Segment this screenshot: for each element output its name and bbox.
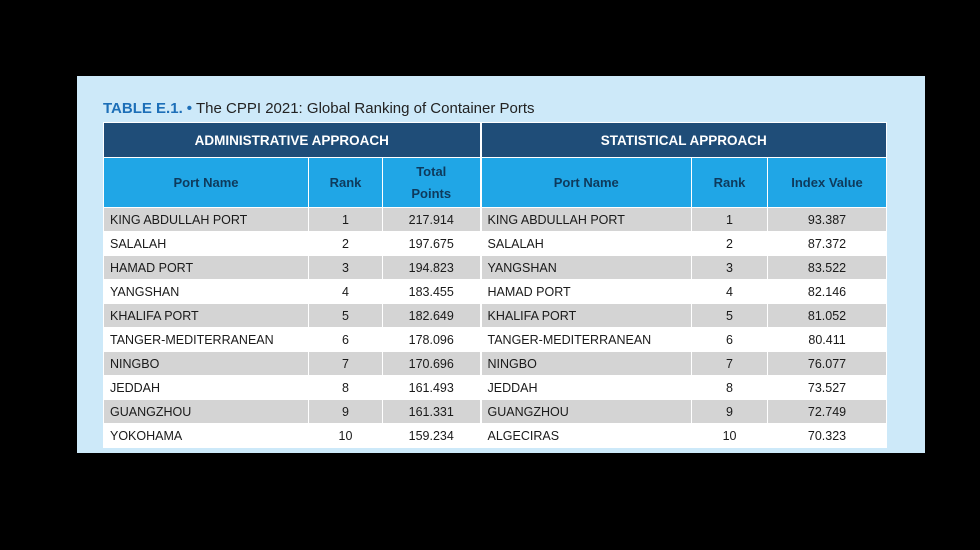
table-caption-lead: TABLE E.1. — [103, 100, 183, 117]
total-points-cell: 183.455 — [383, 280, 481, 304]
index-value-cell: 93.387 — [768, 208, 887, 232]
admin-rank-cell: 8 — [309, 376, 383, 400]
total-points-cell: 170.696 — [383, 352, 481, 376]
stat-rank-cell: 2 — [692, 232, 768, 256]
stat-rank-cell: 9 — [692, 400, 768, 424]
admin-rank-cell: 6 — [309, 328, 383, 352]
admin-port-name-cell: HAMAD PORT — [104, 256, 309, 280]
table-row — [104, 328, 887, 352]
admin-port-name-cell: YOKOHAMA — [104, 424, 309, 448]
total-points-cell: 217.914 — [383, 208, 481, 232]
admin-rank-cell: 10 — [309, 424, 383, 448]
index-value-cell: 82.146 — [768, 280, 887, 304]
stat-rank-cell: 6 — [692, 328, 768, 352]
admin-port-name-cell: TANGER-MEDITERRANEAN — [104, 328, 309, 352]
table-row — [104, 352, 887, 376]
total-points-cell: 182.649 — [383, 304, 481, 328]
stat-port-name-cell: SALALAH — [481, 232, 692, 256]
stat-rank-cell: 5 — [692, 304, 768, 328]
admin-port-name-cell: GUANGZHOU — [104, 400, 309, 424]
cppi-ranking-table — [103, 122, 887, 448]
stat-port-name-cell: KING ABDULLAH PORT — [481, 208, 692, 232]
index-value-cell: 76.077 — [768, 352, 887, 376]
stat-port-name-cell: JEDDAH — [481, 376, 692, 400]
index-value-cell: 70.323 — [768, 424, 887, 448]
table-row — [104, 424, 887, 448]
col-index-value: Index Value — [768, 158, 887, 208]
admin-port-name-cell: YANGSHAN — [104, 280, 309, 304]
stat-port-name-cell: GUANGZHOU — [481, 400, 692, 424]
total-points-cell: 178.096 — [383, 328, 481, 352]
admin-rank-cell: 7 — [309, 352, 383, 376]
administrative-approach-header: ADMINISTRATIVE APPROACH — [104, 123, 481, 158]
stat-port-name-cell: HAMAD PORT — [481, 280, 692, 304]
table-row — [104, 280, 887, 304]
stat-rank-cell: 10 — [692, 424, 768, 448]
table-caption-text: The CPPI 2021: Global Ranking of Container Ports — [196, 100, 535, 117]
col-total-points-line2: Points — [411, 185, 452, 201]
statistical-approach-header: STATISTICAL APPROACH — [481, 123, 887, 158]
admin-port-name-cell: KHALIFA PORT — [104, 304, 309, 328]
total-points-cell: 197.675 — [383, 232, 481, 256]
total-points-cell: 161.331 — [383, 400, 481, 424]
col-port-name-admin: Port Name — [104, 158, 309, 208]
table-panel — [77, 76, 925, 453]
col-total-points — [383, 158, 481, 208]
index-value-cell: 83.522 — [768, 256, 887, 280]
stat-port-name-cell: TANGER-MEDITERRANEAN — [481, 328, 692, 352]
admin-rank-cell: 1 — [309, 208, 383, 232]
index-value-cell: 73.527 — [768, 376, 887, 400]
table-row — [104, 208, 887, 232]
stat-port-name-cell: NINGBO — [481, 352, 692, 376]
stat-port-name-cell: KHALIFA PORT — [481, 304, 692, 328]
total-points-cell: 194.823 — [383, 256, 481, 280]
admin-port-name-cell: KING ABDULLAH PORT — [104, 208, 309, 232]
admin-rank-cell: 9 — [309, 400, 383, 424]
stat-rank-cell: 3 — [692, 256, 768, 280]
table-row — [104, 400, 887, 424]
admin-rank-cell: 3 — [309, 256, 383, 280]
stat-rank-cell: 8 — [692, 376, 768, 400]
col-port-name-stat: Port Name — [481, 158, 692, 208]
table-row — [104, 304, 887, 328]
admin-port-name-cell: NINGBO — [104, 352, 309, 376]
stat-rank-cell: 1 — [692, 208, 768, 232]
stat-rank-cell: 4 — [692, 280, 768, 304]
index-value-cell: 80.411 — [768, 328, 887, 352]
col-total-points-line1: Total — [416, 163, 447, 179]
total-points-cell: 159.234 — [383, 424, 481, 448]
table-row — [104, 232, 887, 256]
table-row — [104, 376, 887, 400]
table-row — [104, 256, 887, 280]
index-value-cell: 81.052 — [768, 304, 887, 328]
caption-bullet: • — [186, 100, 192, 117]
total-points-cell: 161.493 — [383, 376, 481, 400]
index-value-cell: 72.749 — [768, 400, 887, 424]
stat-port-name-cell: YANGSHAN — [481, 256, 692, 280]
col-rank-admin: Rank — [309, 158, 383, 208]
index-value-cell: 87.372 — [768, 232, 887, 256]
admin-port-name-cell: JEDDAH — [104, 376, 309, 400]
admin-rank-cell: 5 — [309, 304, 383, 328]
stat-rank-cell: 7 — [692, 352, 768, 376]
admin-port-name-cell: SALALAH — [104, 232, 309, 256]
admin-rank-cell: 4 — [309, 280, 383, 304]
stat-port-name-cell: ALGECIRAS — [481, 424, 692, 448]
table-body — [104, 208, 887, 448]
col-rank-stat: Rank — [692, 158, 768, 208]
admin-rank-cell: 2 — [309, 232, 383, 256]
table-caption — [103, 100, 535, 117]
